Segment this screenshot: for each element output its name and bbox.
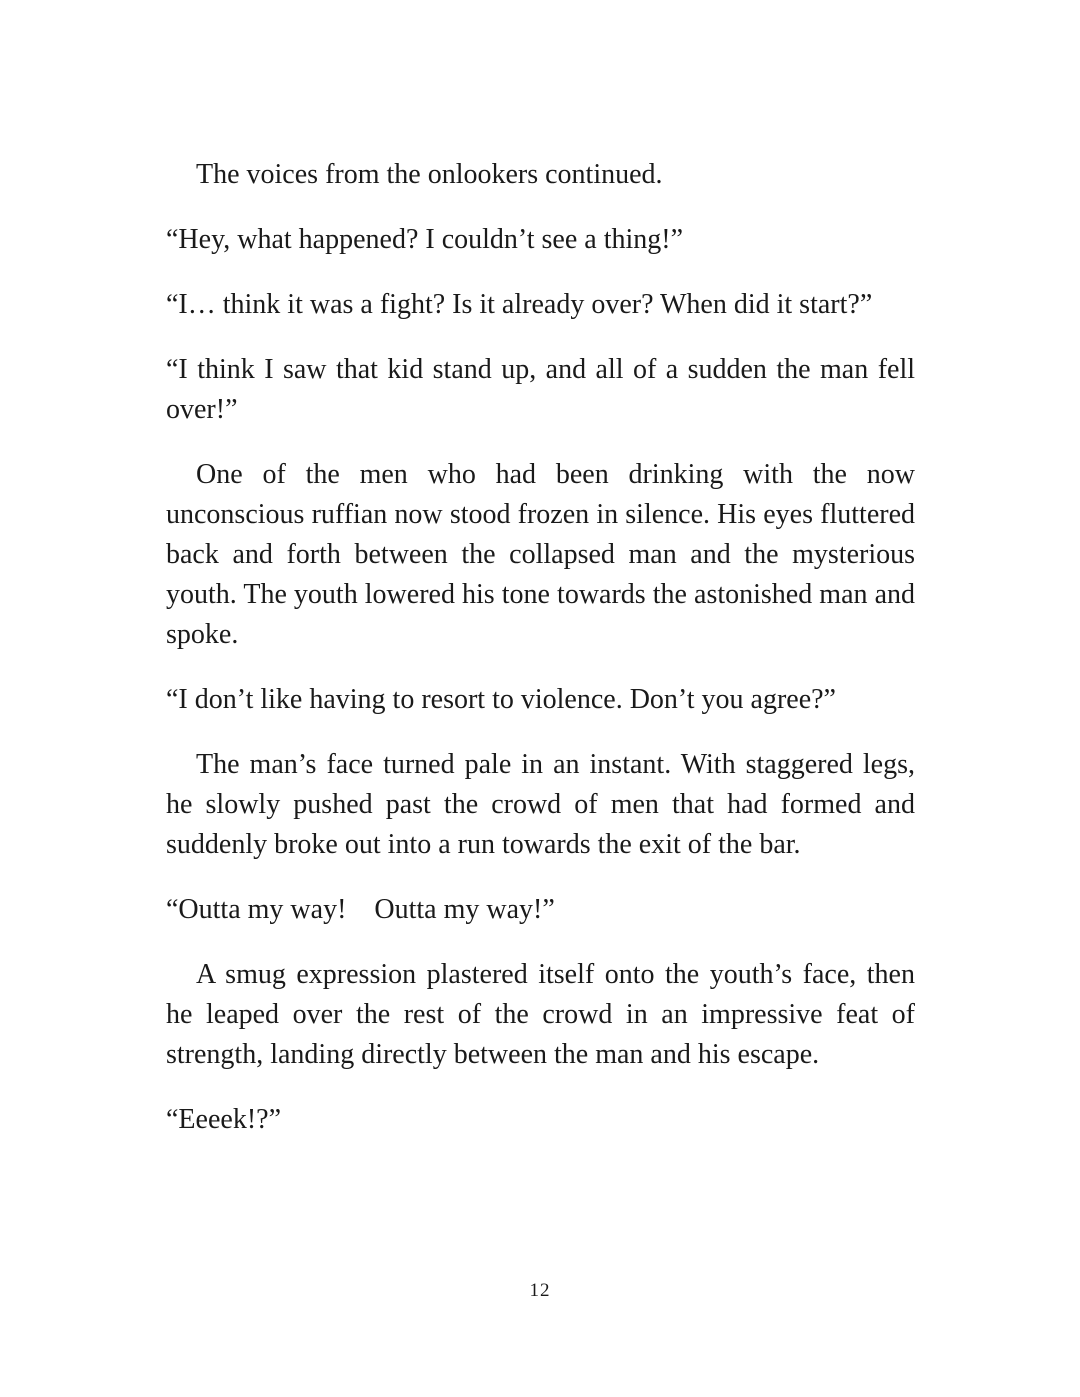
paragraph-dialogue: “I think I saw that kid stand up, and all of a sudden the man fell over!” <box>166 354 922 425</box>
page-number: 12 <box>529 1280 551 1301</box>
paragraph-dialogue: “Eeeek!?” <box>166 1104 281 1135</box>
page-body <box>166 155 922 1165</box>
paragraph-narration: One of the men who had been drinking with the now unconscious ruffian now stood frozen in silence. His eyes fluttered back and forth between the collapsed man and the mysterious youth. The youth lowered his tone towards the astonished man and spoke. <box>166 459 915 650</box>
paragraph-dialogue: “Outta my way! Outta my way!” <box>166 894 555 925</box>
paragraph-narration: A smug expression plastered itself onto the youth’s face, then he leaped over the rest of the crowd in an impressive feat of strength, landing directly between the man and his escape. <box>166 959 915 1070</box>
paragraph-narration: The voices from the onlookers continued. <box>196 159 663 190</box>
paragraph-narration: The man’s face turned pale in an instant. With staggered legs, he slowly pushed past the crowd of men that had formed and suddenly broke out into a run towards the exit of the bar. <box>166 749 915 860</box>
paragraph-dialogue: “I… think it was a fight? Is it already over? When did it start?” <box>166 289 873 320</box>
paragraph-dialogue: “Hey, what happened? I couldn’t see a thing!” <box>166 224 684 255</box>
paragraph-dialogue: “I don’t like having to resort to violence. Don’t you agree?” <box>166 684 836 715</box>
